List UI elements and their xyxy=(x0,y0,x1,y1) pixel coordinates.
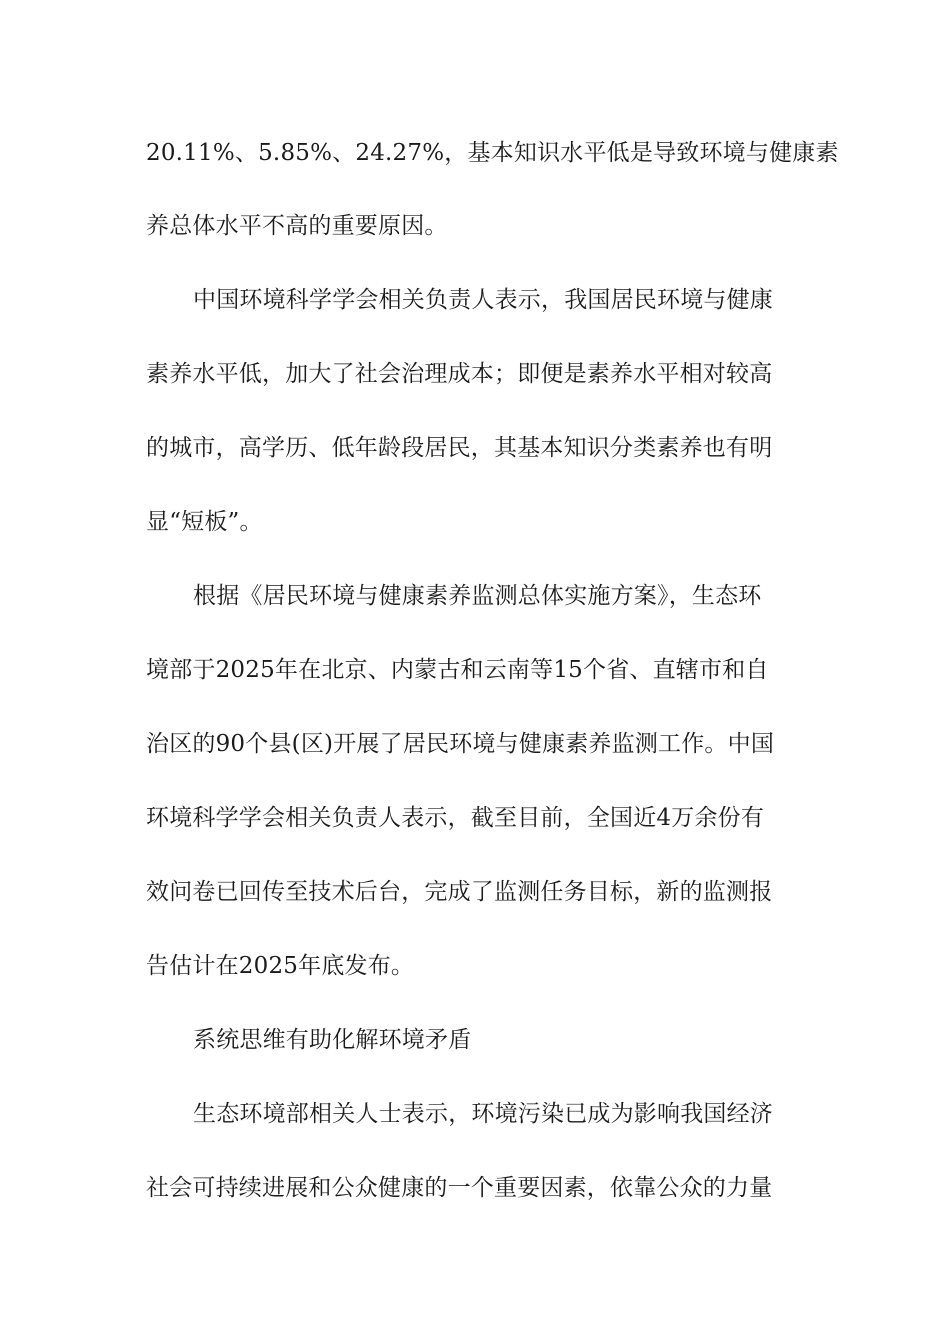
paragraph-line: 20.11%、5.85%、24.27%，基本知识水平低是导致环境与健康素 xyxy=(146,140,839,166)
paragraph-line: 社会可持续进展和公众健康的一个重要因素，依靠公众的力量 xyxy=(146,1175,773,1201)
paragraph-line: 素养水平低，加大了社会治理成本；即便是素养水平相对较高 xyxy=(146,361,773,387)
paragraph-line: 境部于2025年在北京、内蒙古和云南等15个省、直辖市和自 xyxy=(146,657,769,683)
paragraph-line: 的城市，高学历、低年龄段居民，其基本知识分类素养也有明 xyxy=(146,435,773,461)
paragraph-line: 治区的90个县(区)开展了居民环境与健康素养监测工作。中国 xyxy=(146,731,775,757)
paragraph-line: 中国环境科学学会相关负责人表示，我国居民环境与健康 xyxy=(193,287,773,313)
paragraph-line: 生态环境部相关人士表示，环境污染已成为影响我国经济 xyxy=(193,1101,773,1127)
paragraph-line: 显“短板”。 xyxy=(146,509,263,535)
paragraph-line: 养总体水平不高的重要原因。 xyxy=(146,213,448,239)
paragraph-line: 环境科学学会相关负责人表示，截至目前，全国近4万余份有 xyxy=(146,805,765,831)
paragraph-line: 告估计在2025年底发布。 xyxy=(146,953,415,979)
paragraph-line: 效问卷已回传至技术后台，完成了监测任务目标，新的监测报 xyxy=(146,879,773,905)
paragraph-line: 根据《居民环境与健康素养监测总体实施方案》，生态环 xyxy=(193,583,762,609)
section-heading: 系统思维有助化解环境矛盾 xyxy=(193,1027,472,1053)
